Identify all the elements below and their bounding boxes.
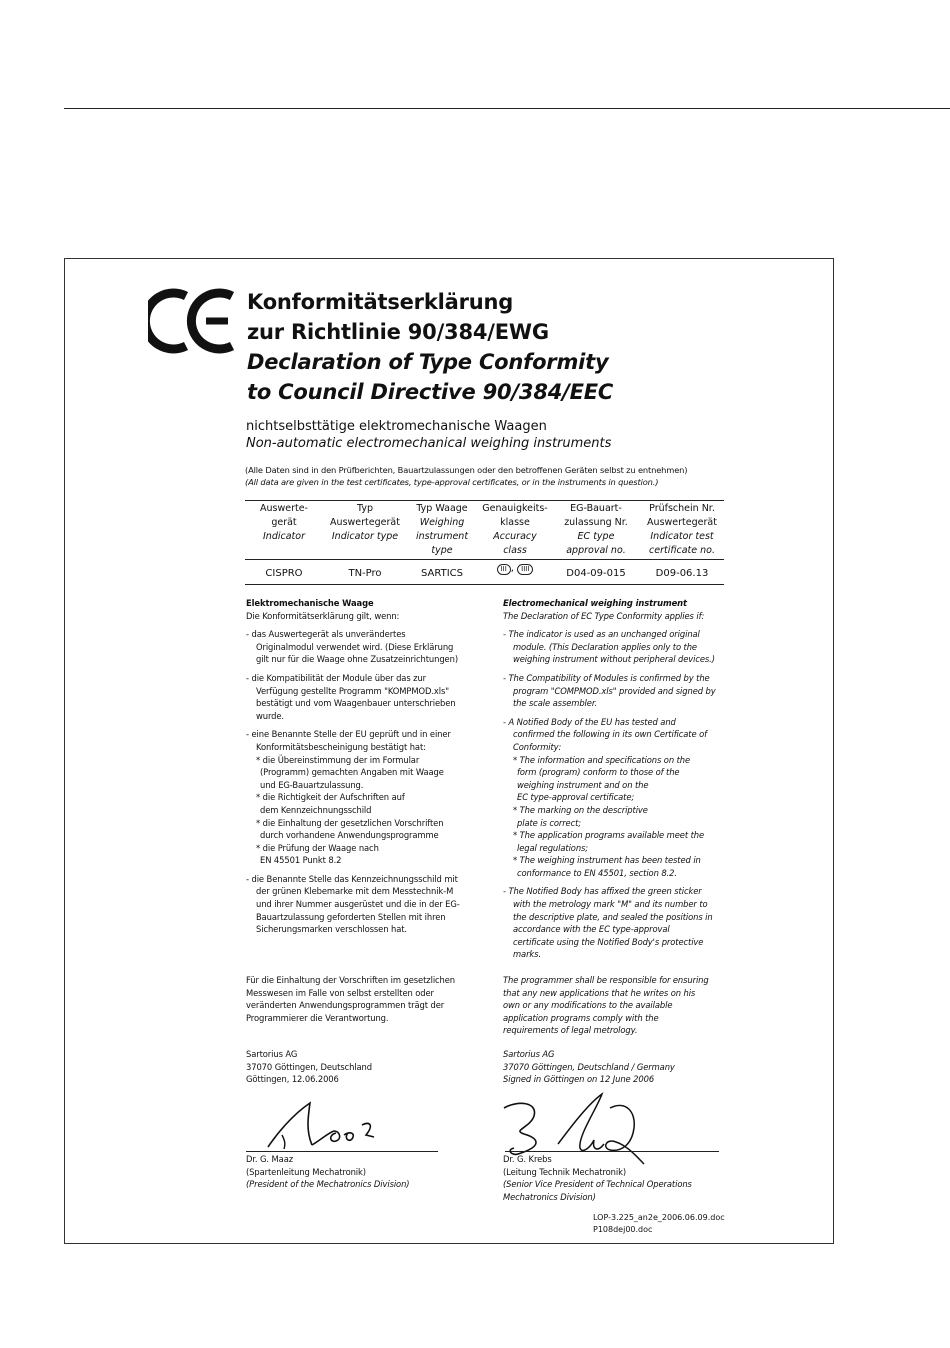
sub-list-item: plate is correct; xyxy=(517,817,582,828)
sub-list-item: form (program) conform to those of the xyxy=(517,767,680,778)
sub-list-item: legal regulations; xyxy=(517,842,589,853)
subtitle-de: nichtselbsttätige elektromechanische Waagen xyxy=(246,419,547,434)
header-text: type xyxy=(431,545,453,556)
list-item: Conformity: xyxy=(513,741,562,752)
header-text: certificate no. xyxy=(649,545,715,556)
list-item: - A Notified Body of the EU has tested and xyxy=(503,716,676,727)
sub-list-item: EC type-approval certificate; xyxy=(517,792,635,803)
ce-mark-logo xyxy=(148,288,240,354)
closing-line: veränderten Anwendungsprogrammen trägt der xyxy=(246,1000,445,1011)
list-item: accordance with the EC type-approval xyxy=(513,924,670,935)
title-de-line2: zur Richtlinie 90/384/EWG xyxy=(247,320,549,344)
subtitle xyxy=(246,418,611,452)
cell-instrument-type: SARTICS xyxy=(421,568,463,579)
signer-title-en: (Senior Vice President of Technical Operations xyxy=(503,1179,692,1190)
header-text: EG-Bauart- xyxy=(570,503,622,514)
title-en-line1: Declaration of Type Conformity xyxy=(247,350,609,374)
note-de: (Alle Daten sind in den Prüfberichten, Bauartzulassungen oder den betroffenen Geräten selbst zu entnehmen) xyxy=(245,465,688,475)
sub-list-item: weighing instrument and on the xyxy=(517,779,649,790)
signature-line-right xyxy=(505,1151,719,1152)
list-item: - die Benannte Stelle das Kennzeichnungsschild mit xyxy=(246,873,458,884)
header-text: class xyxy=(503,545,527,556)
english-column xyxy=(503,597,735,961)
reference-line: LOP-3.225_an2e_2006.06.09.doc xyxy=(593,1213,725,1222)
list-item: - The indicator is used as an unchanged original xyxy=(503,629,700,640)
list-item: the scale assembler. xyxy=(513,698,597,709)
accuracy-class-symbol: IIII xyxy=(517,564,533,575)
signer-title: (Leitung Technik Mechatronik) xyxy=(503,1166,626,1177)
closing-line: application programs comply with the xyxy=(503,1012,659,1023)
title-en-line2: to Council Directive 90/384/EEC xyxy=(247,380,614,404)
list-item: Verfügung gestellte Programm "KOMPMOD.xls" xyxy=(256,685,449,696)
closing-line: The programmer shall be responsible for ensuring xyxy=(503,975,709,985)
closing-line: requirements of legal metrology. xyxy=(503,1025,638,1036)
header-text: Auswerte- xyxy=(260,503,308,514)
sub-list-item: * die Einhaltung der gesetzlichen Vorschriften xyxy=(256,817,444,828)
closing-line: own or any modifications to the available xyxy=(503,1000,673,1011)
cell-approval-no: D04-09-015 xyxy=(566,568,626,579)
header-text: Auswertegerät xyxy=(330,517,400,528)
header-text: Prüfschein Nr. xyxy=(649,503,715,514)
header-text: gerät xyxy=(271,517,297,528)
signer-name: Dr. G. Maaz xyxy=(246,1154,294,1164)
header-text: Indicator xyxy=(263,531,305,542)
sub-list-item: EN 45501 Punkt 8.2 xyxy=(260,855,342,866)
list-item: wurde. xyxy=(256,710,284,721)
accuracy-separator: , xyxy=(510,563,514,574)
closing-line: Messwesen im Falle von selbst erstellten oder xyxy=(246,987,434,998)
header-text: instrument xyxy=(415,531,469,542)
list-item: und ihrer Nummer ausgerüstet und die in der EG- xyxy=(256,899,460,910)
cell-certificate-no: D09-06.13 xyxy=(655,568,709,579)
table-header-accuracy-class xyxy=(476,502,554,558)
company-line: Sartorius AG xyxy=(503,1049,555,1059)
list-item: - eine Benannte Stelle der EU geprüft und in einer xyxy=(246,729,451,740)
table-bottom-rule xyxy=(245,584,724,585)
document-reference xyxy=(593,1212,725,1235)
intro-text: The Declaration of EC Type Conformity applies if: xyxy=(503,610,705,621)
list-item: marks. xyxy=(513,949,542,960)
sub-list-item: * die Richtigkeit der Aufschriften auf xyxy=(256,792,405,803)
closing-line: that any new applications that he writes on his xyxy=(503,987,696,998)
header-text: approval no. xyxy=(566,545,626,556)
header-text: EC type xyxy=(577,531,615,542)
header-text: Weighing xyxy=(419,517,465,528)
header-text: Indicator type xyxy=(331,531,399,542)
list-item: - The Notified Body has affixed the green sticker xyxy=(503,886,702,897)
list-item: Sicherungsmarken verschlossen hat. xyxy=(256,924,407,935)
data-source-note xyxy=(245,464,687,488)
header-text: Typ xyxy=(357,503,373,514)
sub-list-item: * The information and specifications on the xyxy=(513,754,691,765)
list-item: with the metrology mark "M" and its number to xyxy=(513,899,708,910)
reference-line: P108dej00.doc xyxy=(593,1224,653,1234)
table-header-indicator xyxy=(246,502,322,544)
top-rule xyxy=(64,108,950,109)
german-signer xyxy=(246,1153,498,1191)
table-header-certificate-no xyxy=(638,502,726,558)
cell-indicator-type: TN-Pro xyxy=(348,568,382,579)
header-text: Indicator test xyxy=(650,531,714,542)
company-line: Signed in Göttingen on 12 June 2006 xyxy=(503,1074,655,1085)
intro-text: Die Konformitätserklärung gilt, wenn: xyxy=(246,610,400,621)
title-de-line1: Konformitätserklärung xyxy=(247,290,514,314)
sub-list-item: * The marking on the descriptive xyxy=(513,804,648,815)
section-heading: Elektromechanische Waage xyxy=(246,598,374,608)
list-item: der grünen Klebemarke mit dem Messtechnik-M xyxy=(256,886,454,897)
signer-name: Dr. G. Krebs xyxy=(503,1154,552,1164)
sub-list-item: * The application programs available meet the xyxy=(513,830,705,841)
company-line: 37070 Göttingen, Deutschland / Germany xyxy=(503,1061,675,1072)
header-text: Accuracy xyxy=(493,531,537,542)
header-text: Genauigkeits- xyxy=(482,503,548,514)
german-company xyxy=(246,1048,498,1086)
closing-line: Programmierer die Verantwortung. xyxy=(246,1012,389,1023)
header-text: klasse xyxy=(500,517,530,528)
english-closing xyxy=(503,974,735,1037)
german-closing xyxy=(246,974,498,1024)
signer-title: (Spartenleitung Mechatronik) xyxy=(246,1166,366,1177)
table-top-rule xyxy=(245,500,724,501)
table-header-rule xyxy=(245,559,724,560)
signer-title-en: Mechatronics Division) xyxy=(503,1191,596,1202)
list-item: - das Auswertegerät als unverändertes xyxy=(246,629,406,640)
sub-list-item: durch vorhandene Anwendungsprogramme xyxy=(260,830,439,841)
table-header-indicator-type xyxy=(322,502,408,544)
list-item: - die Kompatibilität der Module über das zur xyxy=(246,672,427,683)
cell-indicator: CISPRO xyxy=(265,568,303,579)
sub-list-item: dem Kennzeichnungsschild xyxy=(260,804,372,815)
list-item: program "COMPMOD.xls" provided and signed by xyxy=(513,685,716,696)
signature-maaz xyxy=(262,1095,382,1153)
list-item: module. (This Declaration applies only to the xyxy=(513,641,697,652)
header-text: Typ Waage xyxy=(416,503,468,514)
sub-list-item: conformance to EN 45501, section 8.2. xyxy=(517,867,677,878)
sub-list-item: und EG-Bauartzulassung. xyxy=(260,779,364,790)
company-line: 37070 Göttingen, Deutschland xyxy=(246,1061,372,1072)
table-header-instrument-type xyxy=(408,502,476,558)
table-header-approval-no xyxy=(554,502,638,558)
signature-line-left xyxy=(246,1151,438,1152)
header-text: zulassung Nr. xyxy=(564,517,628,528)
header-text: Auswertegerät xyxy=(647,517,717,528)
note-en: (All data are given in the test certificates, type-approval certificates, or in the instruments in question.) xyxy=(245,477,659,487)
english-company xyxy=(503,1048,735,1086)
cell-accuracy-class xyxy=(476,563,554,575)
list-item: certificate using the Notified Body's protective xyxy=(513,936,704,947)
german-column xyxy=(246,597,498,936)
list-item: bestätigt und vom Waagenbauer unterschrieben xyxy=(256,698,456,709)
list-item: weighing instrument without peripheral devices.) xyxy=(513,654,715,665)
accuracy-class-symbol: III xyxy=(497,564,511,575)
sub-list-item: * die Übereinstimmung der im Formular xyxy=(256,754,420,765)
list-item: Originalmodul verwendet wird. (Diese Erklärung xyxy=(256,641,454,652)
subtitle-en: Non-automatic electromechanical weighing instruments xyxy=(246,436,612,451)
sub-list-item: * die Prüfung der Waage nach xyxy=(256,842,379,853)
list-item: - The Compatibility of Modules is confirmed by the xyxy=(503,672,710,683)
closing-line: Für die Einhaltung der Vorschriften im gesetzlichen xyxy=(246,975,456,985)
company-line: Sartorius AG xyxy=(246,1049,298,1059)
list-item: gilt nur für die Waage ohne Zusatzeinrichtungen) xyxy=(256,654,458,665)
list-item: Konformitätsbescheinigung bestätigt hat: xyxy=(256,741,426,752)
list-item: confirmed the following in its own Certificate of xyxy=(513,729,707,740)
sub-list-item: (Programm) gemachten Angaben mit Waage xyxy=(260,767,444,778)
sub-list-item: * The weighing instrument has been tested in xyxy=(513,855,701,866)
section-heading: Electromechanical weighing instrument xyxy=(503,598,687,608)
title-block xyxy=(247,287,613,407)
english-signer xyxy=(503,1153,735,1203)
company-line: Göttingen, 12.06.2006 xyxy=(246,1074,339,1085)
list-item: Bauartzulassung geforderten Stellen mit ihren xyxy=(256,911,446,922)
signer-title-en: (President of the Mechatronics Division) xyxy=(246,1179,410,1190)
list-item: the descriptive plate, and sealed the positions in xyxy=(513,911,713,922)
